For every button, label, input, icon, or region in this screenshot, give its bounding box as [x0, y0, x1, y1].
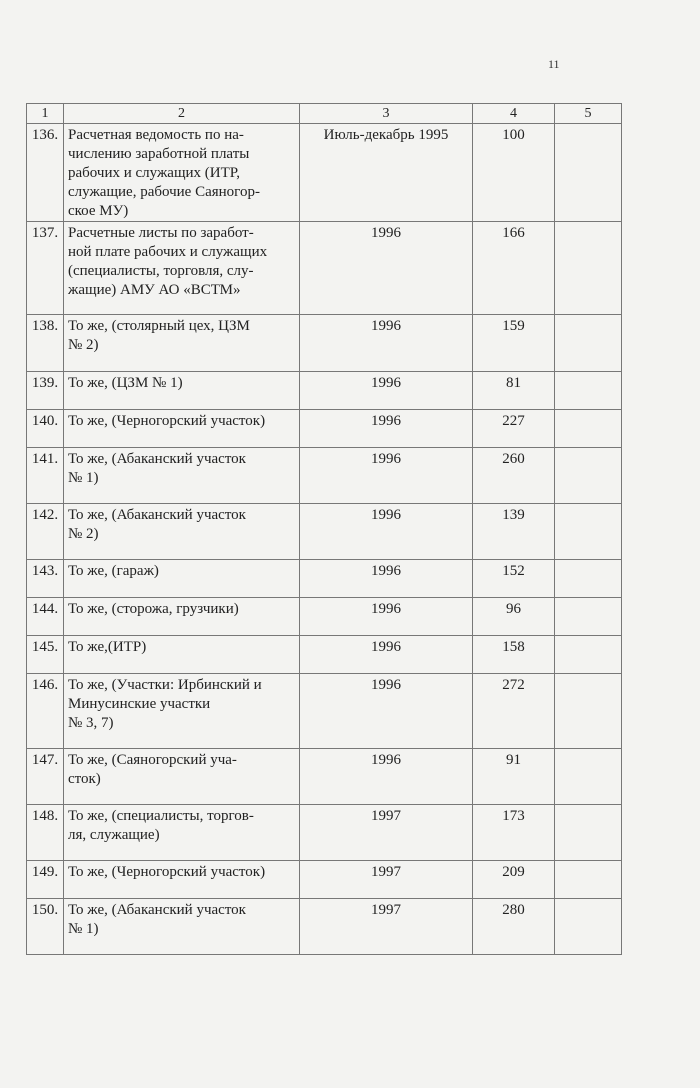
row-count-cell: 96: [473, 598, 555, 636]
row-count-cell: 209: [473, 861, 555, 899]
row-number-cell: 146.: [27, 674, 64, 749]
row-note-cell: [555, 372, 622, 410]
table-row: [27, 805, 622, 861]
row-title-cell: То же, (гараж): [64, 560, 300, 598]
row-number-cell: 142.: [27, 504, 64, 560]
row-date-cell: 1996: [300, 410, 473, 448]
row-number-cell: 148.: [27, 805, 64, 861]
row-title-cell: То же, (Черногорский участок): [64, 410, 300, 448]
row-number-cell: 145.: [27, 636, 64, 674]
row-date-cell: 1996: [300, 315, 473, 372]
row-note-cell: [555, 222, 622, 315]
row-number-cell: 149.: [27, 861, 64, 899]
row-number-cell: 140.: [27, 410, 64, 448]
row-date-cell: 1996: [300, 674, 473, 749]
table-row: [27, 448, 622, 504]
table-row: [27, 598, 622, 636]
table-header-row: [27, 104, 622, 124]
row-number-cell: 144.: [27, 598, 64, 636]
row-title-cell: То же, (Абаканский участок № 1): [64, 448, 300, 504]
row-note-cell: [555, 636, 622, 674]
row-note-cell: [555, 899, 622, 955]
row-note-cell: [555, 504, 622, 560]
row-count-cell: 91: [473, 749, 555, 805]
inventory-table: [26, 103, 622, 955]
table-row: [27, 674, 622, 749]
row-title-cell: То же, (столярный цех, ЦЗМ № 2): [64, 315, 300, 372]
row-count-cell: 100: [473, 124, 555, 222]
row-date-cell: 1997: [300, 861, 473, 899]
row-note-cell: [555, 124, 622, 222]
row-note-cell: [555, 861, 622, 899]
row-date-cell: 1996: [300, 749, 473, 805]
row-title-cell: То же, (Саяногорский уча- сток): [64, 749, 300, 805]
row-count-cell: 260: [473, 448, 555, 504]
row-number-cell: 143.: [27, 560, 64, 598]
table-row: [27, 899, 622, 955]
column-header: 1: [27, 104, 64, 124]
row-count-cell: 159: [473, 315, 555, 372]
row-count-cell: 81: [473, 372, 555, 410]
table-row: [27, 222, 622, 315]
row-title-cell: То же, (сторожа, грузчики): [64, 598, 300, 636]
table-row: [27, 636, 622, 674]
row-number-cell: 139.: [27, 372, 64, 410]
row-count-cell: 173: [473, 805, 555, 861]
row-date-cell: 1996: [300, 636, 473, 674]
table-row: [27, 410, 622, 448]
table-row: [27, 315, 622, 372]
row-note-cell: [555, 749, 622, 805]
row-title-cell: Расчетные листы по заработ- ной плате рабочих и служащих (специалисты, торговля, слу- жащие) АМУ АО «ВСТМ»: [64, 222, 300, 315]
row-note-cell: [555, 805, 622, 861]
row-date-cell: 1996: [300, 448, 473, 504]
page-number: 11: [548, 57, 560, 71]
column-header: 4: [473, 104, 555, 124]
row-note-cell: [555, 448, 622, 504]
table-row: [27, 749, 622, 805]
row-date-cell: Июль-декабрь 1995: [300, 124, 473, 222]
column-header: 3: [300, 104, 473, 124]
table-row: [27, 861, 622, 899]
row-title-cell: То же, (Участки: Ирбинский и Минусинские участки № 3, 7): [64, 674, 300, 749]
row-title-cell: Расчетная ведомость по на- числению заработной платы рабочих и служащих (ИТР, служащие, рабочие Саяногор- ское МУ): [64, 124, 300, 222]
table-row: [27, 372, 622, 410]
row-title-cell: То же, (специалисты, торгов- ля, служащие): [64, 805, 300, 861]
row-date-cell: 1996: [300, 560, 473, 598]
column-header: 2: [64, 104, 300, 124]
table-row: [27, 504, 622, 560]
column-header: 5: [555, 104, 622, 124]
row-title-cell: То же, (Абаканский участок № 1): [64, 899, 300, 955]
row-number-cell: 138.: [27, 315, 64, 372]
row-note-cell: [555, 315, 622, 372]
row-count-cell: 166: [473, 222, 555, 315]
row-title-cell: То же, (Абаканский участок № 2): [64, 504, 300, 560]
row-note-cell: [555, 674, 622, 749]
row-count-cell: 280: [473, 899, 555, 955]
row-number-cell: 150.: [27, 899, 64, 955]
row-number-cell: 147.: [27, 749, 64, 805]
row-date-cell: 1997: [300, 805, 473, 861]
row-date-cell: 1996: [300, 504, 473, 560]
row-title-cell: То же, (ЦЗМ № 1): [64, 372, 300, 410]
row-count-cell: 227: [473, 410, 555, 448]
row-title-cell: То же,(ИТР): [64, 636, 300, 674]
row-number-cell: 136.: [27, 124, 64, 222]
table-row: [27, 560, 622, 598]
row-note-cell: [555, 598, 622, 636]
row-note-cell: [555, 560, 622, 598]
row-count-cell: 152: [473, 560, 555, 598]
table-row: [27, 124, 622, 222]
row-date-cell: 1996: [300, 598, 473, 636]
row-count-cell: 272: [473, 674, 555, 749]
row-number-cell: 141.: [27, 448, 64, 504]
row-title-cell: То же, (Черногорский участок): [64, 861, 300, 899]
row-date-cell: 1997: [300, 899, 473, 955]
row-note-cell: [555, 410, 622, 448]
row-number-cell: 137.: [27, 222, 64, 315]
row-count-cell: 139: [473, 504, 555, 560]
row-count-cell: 158: [473, 636, 555, 674]
row-date-cell: 1996: [300, 222, 473, 315]
row-date-cell: 1996: [300, 372, 473, 410]
